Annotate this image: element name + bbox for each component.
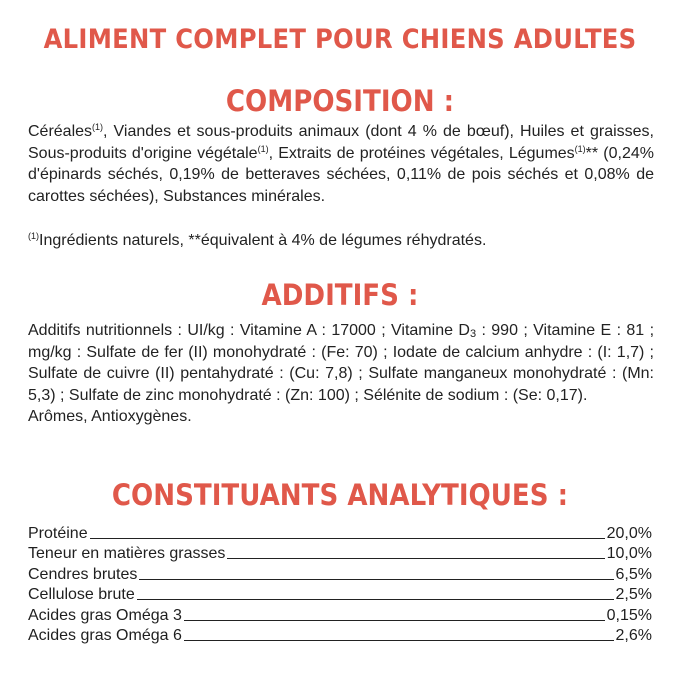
constituant-row: [28, 563, 652, 584]
constituant-label: Acides gras Oméga 6: [28, 627, 182, 644]
constituant-label: Acides gras Oméga 3: [28, 606, 182, 624]
composition-text-part: , Viandes et sous-produits animaux (dont 4 % de bœuf), Huiles et graisses, Sous-produits d'origine végétale: [28, 123, 654, 162]
constituants-heading: CONSTITUANTS ANALYTIQUES :: [111, 478, 569, 512]
footnote-marker: (1): [574, 143, 586, 154]
additifs-text-part: Additifs nutritionnels : UI/kg : Vitamine A : 17000 ; Vitamine D: [28, 322, 470, 339]
composition-text-part: ** (0,24% d'épinards séchés, 0,19% de betteraves séchées, 0,11% de pois séchés et 0,08% de carottes séchées), Substances minérales.: [28, 144, 655, 205]
constituants-list: [28, 522, 652, 645]
additifs-text-part: Arômes, Antioxygènes.: [28, 408, 192, 425]
leader-line: [139, 579, 613, 580]
subscript: 3: [469, 328, 477, 340]
constituant-value: 10,0%: [606, 545, 652, 562]
footnote-marker: (1): [257, 143, 269, 154]
leader-line: [184, 640, 614, 641]
leader-line: [137, 599, 614, 600]
composition-text-part: , Extraits de protéines végétales, Légumes: [268, 144, 575, 162]
composition-text: [28, 121, 654, 207]
leader-line: [90, 538, 605, 539]
additifs-heading: ADDITIFS :: [261, 278, 419, 312]
composition-text-part: Céréales: [28, 123, 93, 140]
constituant-label: Teneur en matières grasses: [28, 545, 226, 562]
constituant-label: Cendres brutes: [28, 565, 138, 583]
composition-footnote: [28, 230, 654, 252]
constituant-value: 0,15%: [606, 606, 652, 624]
page-title: ALIMENT COMPLET POUR CHIENS ADULTES: [43, 24, 637, 55]
footnote-marker: (1): [28, 231, 39, 241]
constituant-row: [28, 522, 652, 543]
constituant-label: Cellulose brute: [28, 586, 135, 603]
constituant-row: [28, 584, 652, 605]
constituant-value: 2,5%: [615, 586, 652, 603]
composition-heading: COMPOSITION :: [225, 84, 455, 118]
footnote-marker: (1): [92, 122, 104, 132]
constituant-value: 2,6%: [615, 627, 652, 644]
footnote-text: Ingrédients naturels, **équivalent à 4% de légumes réhydratés.: [39, 232, 487, 249]
additifs-text: [28, 320, 654, 428]
constituant-row: [28, 543, 652, 564]
leader-line: [227, 558, 604, 559]
constituant-row: [28, 604, 652, 625]
additifs-text-part: : 990 ; Vitamine E : 81 ; mg/kg : Sulfate de fer (II) monohydraté : (Fe: 70) ; Iodate de calcium anhydre : (I: 1,7) ; Sulfate de cuivre (II) pentahydraté : (Cu: 7,8) ; Sulfate manganeux monohydraté : (Mn: 5,3) ; Sulfate de zinc monohydraté : (Zn: 100) ; Sélénite de sodium : (Se: 0,17).: [28, 322, 655, 404]
constituant-row: [28, 625, 652, 646]
leader-line: [184, 620, 605, 621]
constituant-value: 20,0%: [606, 524, 652, 542]
constituant-label: Protéine: [28, 524, 88, 542]
constituant-value: 6,5%: [615, 565, 652, 583]
